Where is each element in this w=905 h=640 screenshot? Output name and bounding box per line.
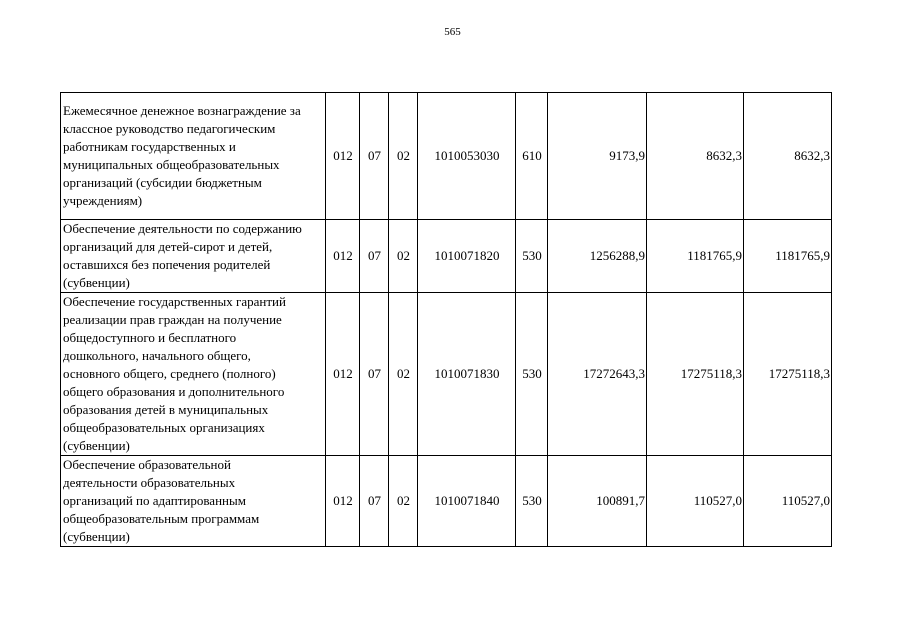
expense-type-cell: 530 [516,456,548,547]
name-line: Обеспечение государственных гарантий [63,294,286,309]
name-line: (субвенции) [63,438,130,453]
name-line: организаций для детей-сирот и детей, [63,239,273,254]
target-article-cell: 1010071840 [418,456,516,547]
name-line: реализации прав граждан на получение [63,312,282,327]
section-cell: 07 [360,293,389,456]
table-row [61,220,832,293]
table-row [61,456,832,547]
subsection-cell: 02 [389,293,418,456]
name-line: муниципальных общеобразовательных [63,157,280,172]
table-row [61,93,832,220]
name-line: организаций (субсидии бюджетным [63,175,262,190]
name-line: Обеспечение образовательной [63,457,231,472]
subsection-cell: 02 [389,93,418,220]
amount-year3-cell: 8632,3 [744,93,832,220]
name-line: (субвенции) [63,275,130,290]
expense-type-cell: 610 [516,93,548,220]
name-line: учреждениям) [63,193,143,208]
name-line: работникам государственных и [63,139,236,154]
grbs-cell: 012 [326,456,360,547]
page-number: 565 [444,26,461,38]
target-article-cell: 1010071830 [418,293,516,456]
name-line: классное руководство педагогическим [63,121,276,136]
amount-year1-cell: 17272643,3 [548,293,647,456]
grbs-cell: 012 [326,293,360,456]
name-line: дошкольного, начального общего, [63,348,251,363]
name-line: общеобразовательным программам [63,511,260,526]
name-line: общеобразовательных организациях [63,420,265,435]
name-line: общедоступного и бесплатного [63,330,237,345]
target-article-cell: 1010071820 [418,220,516,293]
target-article-cell: 1010053030 [418,93,516,220]
row-name-cell [61,93,326,220]
name-line: Обеспечение деятельности по содержанию [63,221,302,236]
name-line: оставшихся без попечения родителей [63,257,271,272]
row-name-cell [61,293,326,456]
section-cell: 07 [360,93,389,220]
subsection-cell: 02 [389,456,418,547]
amount-year2-cell: 1181765,9 [647,220,744,293]
amount-year2-cell: 8632,3 [647,93,744,220]
subsection-cell: 02 [389,220,418,293]
grbs-cell: 012 [326,220,360,293]
name-line: общего образования и дополнительного [63,384,285,399]
name-line: деятельности образовательных [63,475,236,490]
amount-year3-cell: 1181765,9 [744,220,832,293]
grbs-cell: 012 [326,93,360,220]
name-line: (субвенции) [63,529,130,544]
amount-year3-cell: 17275118,3 [744,293,832,456]
row-name-cell [61,220,326,293]
name-line: Ежемесячное денежное вознаграждение за [63,103,301,118]
row-name-cell [61,456,326,547]
amount-year2-cell: 110527,0 [647,456,744,547]
expense-type-cell: 530 [516,220,548,293]
expense-type-cell: 530 [516,293,548,456]
section-cell: 07 [360,220,389,293]
name-line: образования детей в муниципальных [63,402,269,417]
name-line: основного общего, среднего (полного) [63,366,276,381]
amount-year1-cell: 9173,9 [548,93,647,220]
budget-table [60,92,832,547]
amount-year1-cell: 1256288,9 [548,220,647,293]
amount-year3-cell: 110527,0 [744,456,832,547]
section-cell: 07 [360,456,389,547]
name-line: организаций по адаптированным [63,493,246,508]
table-row [61,293,832,456]
amount-year2-cell: 17275118,3 [647,293,744,456]
amount-year1-cell: 100891,7 [548,456,647,547]
